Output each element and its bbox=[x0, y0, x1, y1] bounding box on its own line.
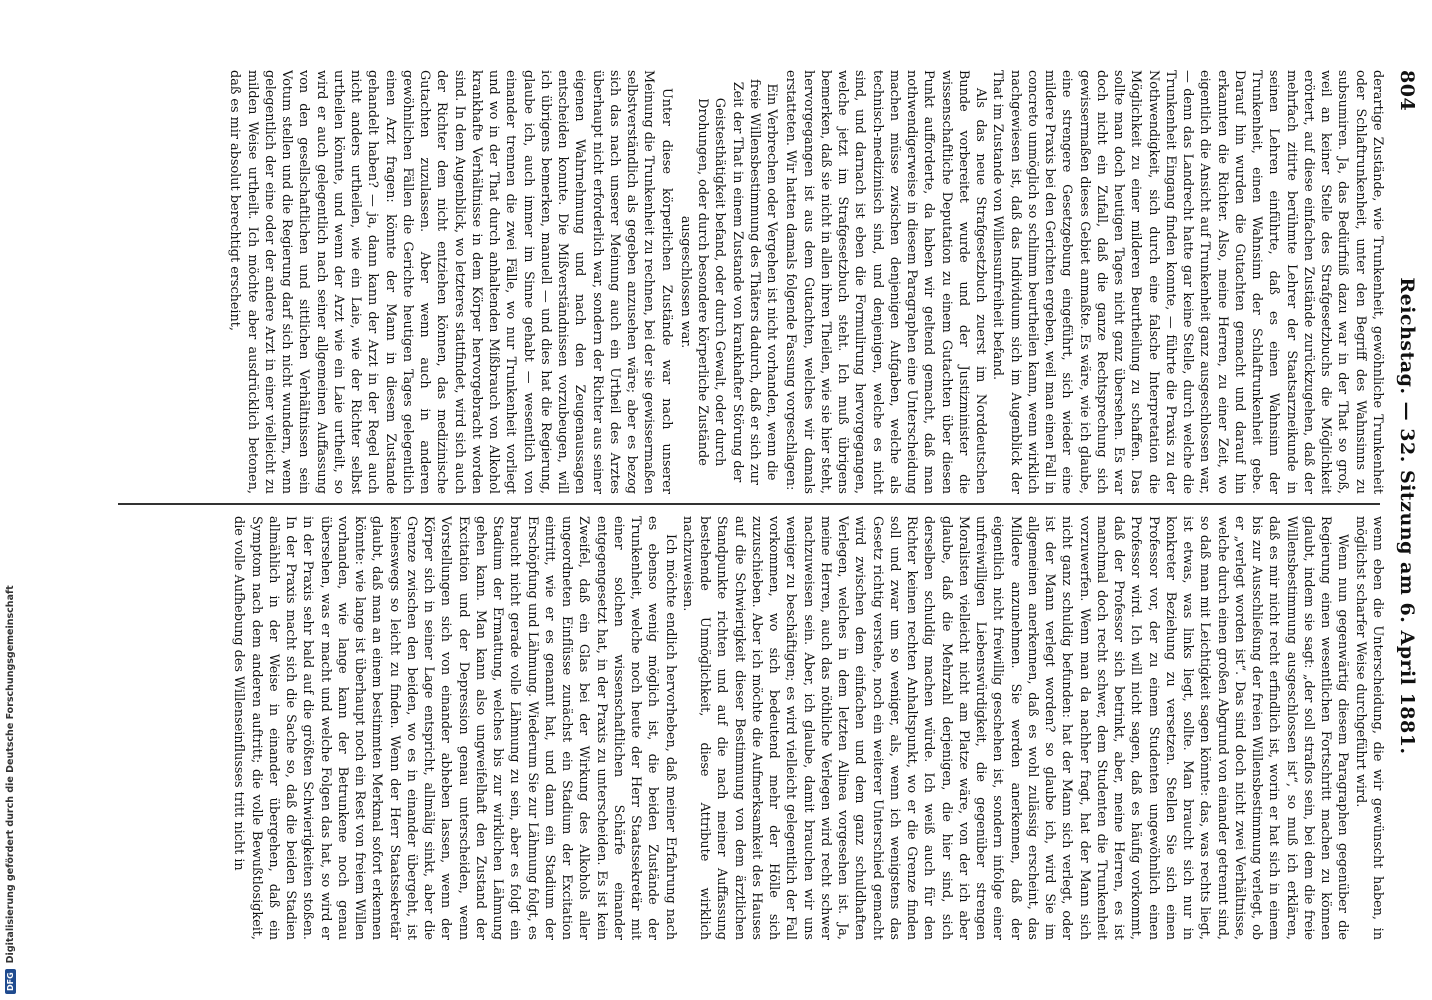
page-rotated-content bbox=[108, 70, 1420, 962]
paragraph: wenn eben die Unterscheidung, die wir gewünscht haben, in möglichst scharfer Weise durchgeführt wird. bbox=[1352, 516, 1385, 940]
digitization-credit: Digitalisierung gefördert durch die Deutsche Forschungsgemeinschaft bbox=[4, 585, 16, 964]
page-title: Reichstag. — 32. Sitzung am 6. April 1881. bbox=[1396, 277, 1418, 755]
dfg-logo: DFG bbox=[5, 969, 16, 994]
quoted-proposal: Ein Verbrechen oder Vergehen ist nicht vorhanden, wenn die freie Willensbestimmung des Thäters dadurch, daß er sich zur Zeit der That in einem Zustande von krankhafter Störung der Geistesthätigkeit befand, oder durch Gewalt, oder durch Drohungen, oder durch besondere körperliche Zustände ausgeschlossen war. bbox=[678, 79, 780, 485]
paragraph: Wenn nun gegenwärtig diesem Paragraphen gegenüber die Regierung einen wesentlichen Fortschritt machen zu können glaubt, indem sie sagt: „der soll straflos sein, bei dem die freie Willensbestimmung ausgeschlossen ist“, so muß ich erklären, daß es mir nicht recht erfindlich ist, worin er hat sich in einem bis zur Ausschließung der freien Willensbestimmung verlegt, ob er „verlegt worden ist“. Das sind doch nicht zwei Verhältnisse, welche durch einen großen Abgrund von einander getrennt sind, so daß man mit Leichtigkeit sagen könnte: das, was rechts liegt, ist etwas, was links liegt, sollte. Man braucht sich nur in konkreter Beziehung zu versetzen. Stellen Sie sich einen Professor vor, der zu einem Studenten ungewöhnlich einen Professor wird. Ich will nicht sagen, daß es häufig vorkommt, daß der Professor sich betrinkt, aber, meine Herren, es ist manchmal doch recht schwer, dem Studenten die Trunkenheit vorzuwerfen. Wenn man da nachher fragt, hat der Mann sich nicht ganz schuldig befunden: hat der Mann sich verlegt, oder ist der Mann verlegt worden? so glaube ich, wird Sie im allgemeinen anerkennen, daß es wohl zulässig erscheint, das Mildere anzunehmen. Sie werden anerkennen, daß der eigentlich nicht freiwillig geschehen ist, sondern infolge einer unfreiwilligen Liebenswürdigkeit, die gegenüber strengen Moralisten vielleicht nicht am Platze wäre, von der ich aber glaube, daß die Mehrzahl derjenigen, die hier sind, sich derselben schuldig machen würde. Ich weiß auch für den Richter keinen rechten Anhaltspunkt, wo er die Grenze finden soll und zwar um so weniger, als, wenn ich wenigstens das Gesetz richtig verstehe, noch ein weiterer Unterschied gemacht wird zwischen dem einfachen und dem ganz schuldhaften Verlegen, welches in dem letzten Alinea vorgesehen ist. Ja, meine Herren, auch das nöthliche Verlegen wird recht schwer nachzuweisen sein. Aber, ich glaube, damit brauchen wir uns weniger zu beschäftigen; es wird vielleicht gelegentlich der Fall vorkommen, wo sich bedeutend mehr der Hölle sich zuzuschieben. Aber ich möchte die Aufmerksamkeit des Hauses auf die Schwierigkeit dieser Bestimmung von dem ärztlichen Standpunkte richten und auf die nach meiner Auffassung bestehende Unmöglichkeit, diese Attribute wirklich nachzuweisen. bbox=[680, 516, 1351, 940]
paragraph: Unter diese körperlichen Zustände war nach unserer Meinung die Trunkenheit zu rechnen, bei der sie gewissermaßen selbstverständlich als gegeben anzusehen wäre; aber es bezog sich das nach unserer Meinung auch ein Urtheil des Arztes überhaupt nicht erforderlich war, sondern der Richter aus seiner eigenen Wahrnehmung und nach den Zeugenaussagen entscheiden konnte. Die Mißverständnissen vorzubeugen, will ich übrigens bemerken, manuell — und dies hat die Regierung, glaube ich, auch immer im Sinne gehabt — wesentlich von einander trennen die zwei Fälle, wo nur Trunkenheit vorliegt und wo in der That durch anhaltenden Mißbrauch von Alkohol krankhafte Verhältnisse in dem Körper hervorgebracht worden sind. In dem Augenblick, wo letzteres stattfindet, wird sich auch der Richter dem nicht entziehen können, das medizinische Gutachten zuzulassen. Aber wenn auch in anderen gewöhnlichen Fällen die Gerichte heutigen Tages gelegentlich einen Arzt fragen: könnte der Mann in diesem Zustande gehandelt haben? — ja, dann kann der Arzt in der Regel auch nicht anders urtheilen, wie ein Laie, wie der Richter selbst urtheilen könnte, und wenn der Arzt wie ein Laie urtheilt, so wird er auch gelegentlich nach seiner allgemeinen Auffassung von den gesellschaftlichen und sittlichen Verhältnissen sein Votum stellen und die Regierung darf sich nicht wundern, wenn gelegentlich der eine oder der andere Arzt in einer vielleicht zu milden Weise urtheilt. Ich möchte aber ausdrücklich betonen, daß es mir absolut berechtigt erscheint, bbox=[227, 70, 674, 494]
paragraph: derartige Zustände, wie Trunkenheit, gewöhnliche Trunkenheit oder Schlaftrunkenheit, unter den Begriff des Wahnsinns zu subsumiren. Ja, das Bedürfniß dazu war in der That so groß, weil an keiner Stelle des Strafgesetzbuchs die Möglichkeit erörtert, auf diese einfachen Zustände zurückzugehen, daß der mehrfach zitirte berühmte Lehrer der Staatsarzneikunde in seinen Lehren einführte, daß es einen Wahnsinn der Trunkenheit, einen Wahnsinn der Schlaftrunkenheit gebe. Darauf hin wurden die Gutachten gemacht und darauf hin erkannten die Richter. Also, meine Herren, zu einer Zeit, wo eigentlich die Ansicht auf Trunkenheit ganz ausgeschlossen war, — denn das Landrecht hatte gar keine Stelle, durch welche die Trunkenheit Eingang finden konnte, — führte die Praxis zu der Nothwendigkeit, sich durch eine falsche Interpretation die Möglichkeit zu einer milderen Beurtheilung zu schaffen. Das sollte man doch heutigen Tages nicht ganz übersehen. Es war doch nicht ein Zufall, daß die ganze Rechtsprechung sich gewissermaßen dieses Gebiet anmaßte. Es wäre, wie ich glaube, eine strengere Gesetzgebung eingeführt, sich wieder eine mildere Praxis bei den Gerichten ergeben, weil man einen Fall in concreto unmöglich so schlimm beurtheilen kann, wenn wirklich nachgewiesen ist, daß das Individuum sich im Augenblick der That im Zustande von Willensunfreiheit befand. bbox=[990, 70, 1385, 494]
side-credit-strip bbox=[0, 0, 20, 1000]
text-column-left bbox=[116, 70, 1386, 494]
column-divider bbox=[118, 503, 1380, 505]
page-header bbox=[1392, 70, 1420, 962]
paragraph: Ich möchte endlich hervorheben, daß meiner Erfahrung nach es ebenso wenig möglich ist, die beiden Zustände der Trunkenheit, welche noch heute der Herr Staatssekretär mit einer solchen wissenschaftlichen Schärfe einander entgegengesetzt hat, in der Praxis zu unterscheiden. Es ist kein Zweifel, daß ein Glas bei der Wirkung des Alkohols aller ungeordneten Einflüsse zunächst ein Stadium der Excitation eintritt, wie er es genannt hat, und dann ein Stadium der Erschöpfung und Lähmung. Wiederum Sie zur Lähmung folgt, es braucht nicht gerade volle Lähmung zu sein, aber es folgt ein Stadium der Ermattung, welches bis zur wirklichen Lähmung gehen kann. Man kann also ungweifelhaft den Zustand der Excitation und der Depression genau unterscheiden, wenn Vorstellungen sich von einander abheben lassen, wenn der Körper sich in seiner Lage entspricht, allmälig sinkt, aber die Grenze zwischen den beiden, wo es in einander übergeht, ist keineswegs so leicht zu finden. Wenn der Herr Staatssekretär glaubt, daß man an einem bestimmten Merkmal sofort erkennen könnte: wie lange ist überhaupt noch ein Rest von freiem Willen vorhanden, wie lange kann der Betrunkene noch genau übersehen, was er macht und welche Folgen das hat, so wird er in der Praxis sehr bald auf die größten Schwierigkeiten stoßen. In der Praxis macht sich die Sache so, daß die beiden Stadien allmählich in der Weise in einander übergehen, daß ein Symptom nach dem anderen auftritt; die volle Bewußtlosigkeit, die volle Aufhebung des Willenseinflusses tritt nicht in bbox=[231, 516, 678, 940]
page-number: 804 bbox=[1396, 70, 1418, 112]
paragraph: Als das neue Strafgesetzbuch zuerst im Norddeutschen Bunde vorbereitet wurde und der Justizminister die wissenschaftliche Deputation zu einem Gutachten über diesen Punkt aufforderte, da haben wir geltend gemacht, daß man nothwendigerweise in diesem Paragraphen eine Unterscheidung machen müsse zwischen denjenigen Aufgaben, welche als technisch-medizinisch sind, und denjenigen, welche es nicht sind, und darnach ist eben die Formulirung hervorgegangen, welche jetzt im Strafgesetzbuch steht. Ich muß übrigens bemerken, daß sie nicht in allen ihren Theilen, wie sie hier steht, hervorgegangen ist aus dem Gutachten, welches wir damals erstatteten. Wir hatten damals folgende Fassung vorgeschlagen: bbox=[783, 70, 989, 494]
text-column-right bbox=[116, 516, 1386, 940]
side-credit-rotated bbox=[0, 0, 20, 1000]
scanned-page bbox=[108, 70, 1420, 962]
